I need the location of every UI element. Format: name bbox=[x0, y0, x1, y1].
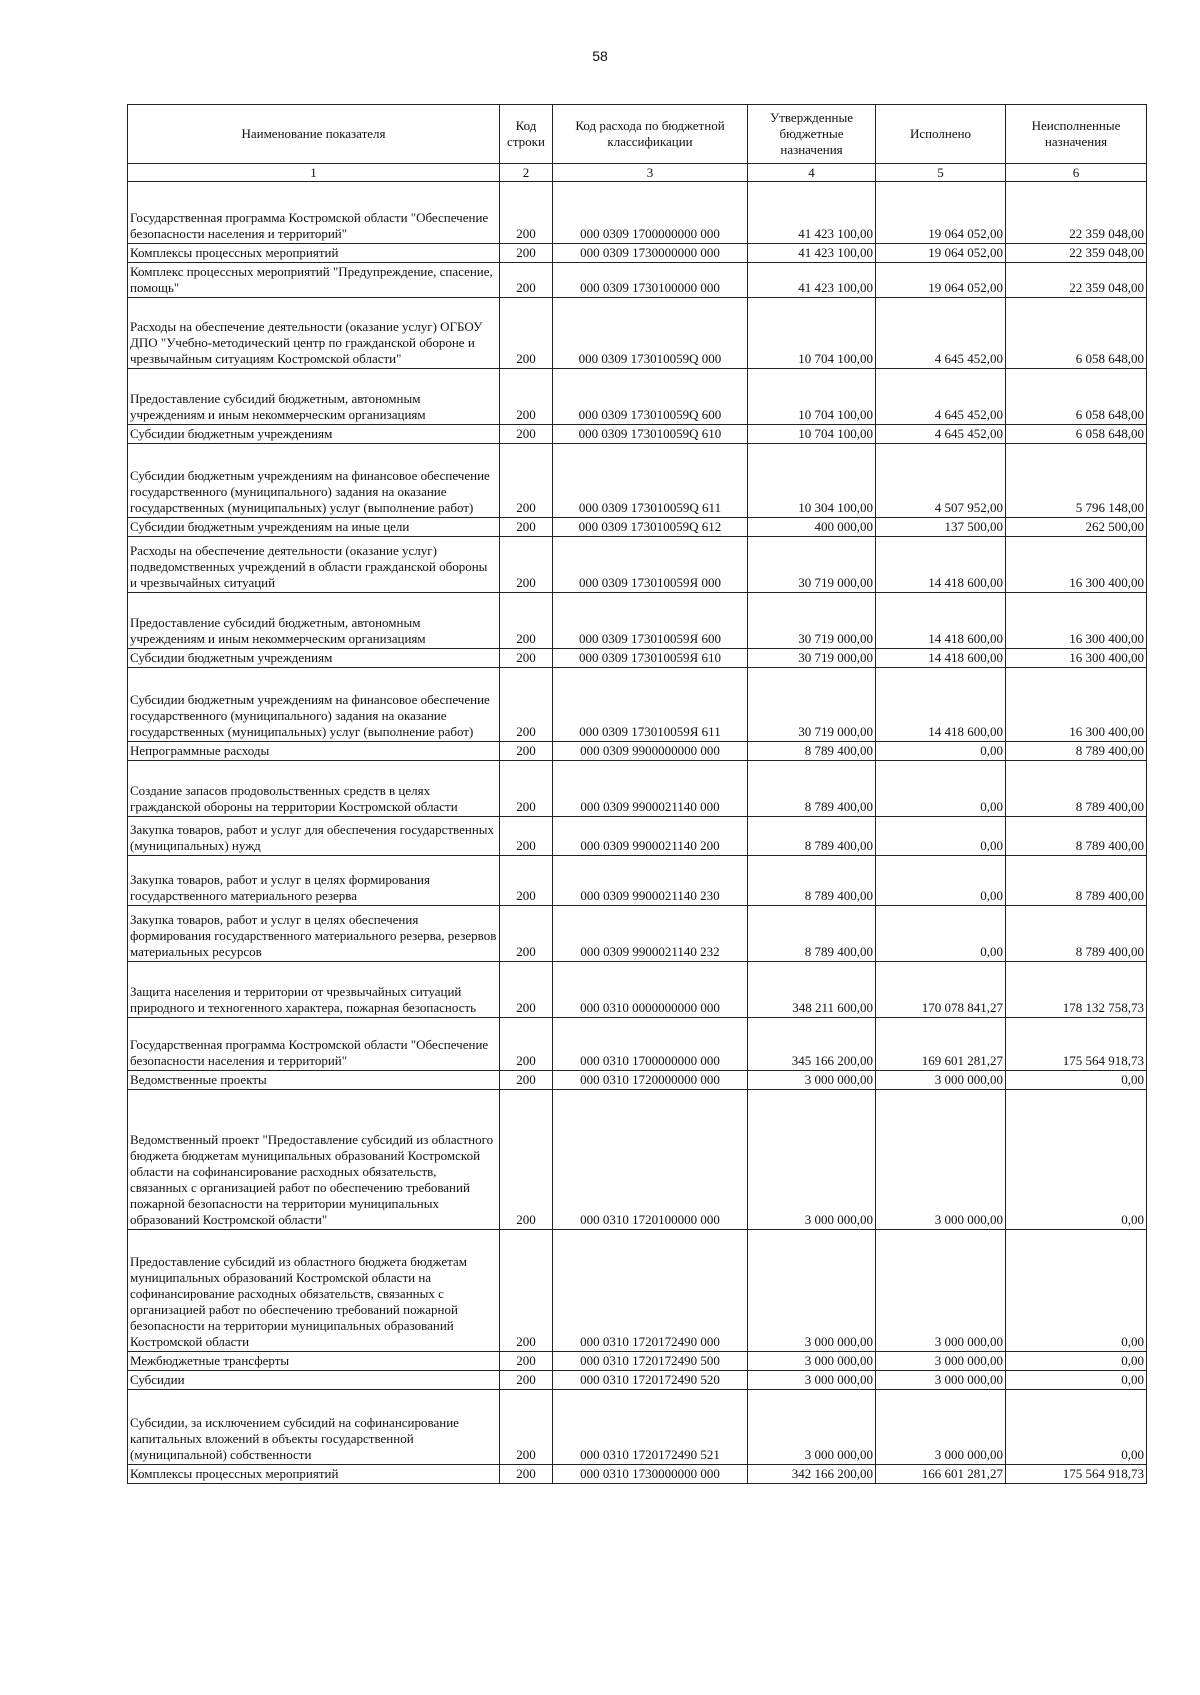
executed-amount: 14 418 600,00 bbox=[876, 537, 1006, 593]
approved-amount: 8 789 400,00 bbox=[748, 906, 876, 962]
table-row bbox=[128, 444, 1147, 518]
line-code: 200 bbox=[500, 1465, 553, 1484]
line-code: 200 bbox=[500, 1352, 553, 1371]
line-code: 200 bbox=[500, 369, 553, 425]
expense-code: 000 0310 1720172490 500 bbox=[553, 1352, 748, 1371]
line-code: 200 bbox=[500, 244, 553, 263]
table-row bbox=[128, 537, 1147, 593]
table-row bbox=[128, 668, 1147, 742]
expense-code: 000 0309 173010059Q 612 bbox=[553, 518, 748, 537]
line-code: 200 bbox=[500, 593, 553, 649]
unexecuted-amount: 8 789 400,00 bbox=[1006, 856, 1147, 906]
approved-amount: 3 000 000,00 bbox=[748, 1230, 876, 1352]
indicator-name: Комплексы процессных мероприятий bbox=[128, 1465, 500, 1484]
table-row bbox=[128, 649, 1147, 668]
approved-amount: 400 000,00 bbox=[748, 518, 876, 537]
indicator-name: Ведомственные проекты bbox=[128, 1071, 500, 1090]
header-line-code: Код строки bbox=[500, 105, 553, 164]
executed-amount: 0,00 bbox=[876, 761, 1006, 817]
unexecuted-amount: 0,00 bbox=[1006, 1371, 1147, 1390]
table-row bbox=[128, 369, 1147, 425]
unexecuted-amount: 262 500,00 bbox=[1006, 518, 1147, 537]
executed-amount: 0,00 bbox=[876, 817, 1006, 856]
approved-amount: 8 789 400,00 bbox=[748, 742, 876, 761]
expense-code: 000 0310 1720172490 521 bbox=[553, 1390, 748, 1465]
expense-code: 000 0309 1730000000 000 bbox=[553, 244, 748, 263]
executed-amount: 19 064 052,00 bbox=[876, 182, 1006, 244]
table-row bbox=[128, 817, 1147, 856]
indicator-name: Субсидии бюджетным учреждениям на финансовое обеспечение государственного (муниципального) задания на оказание государственных (муниципальных) услуг (выполнение работ) bbox=[128, 668, 500, 742]
approved-amount: 345 166 200,00 bbox=[748, 1018, 876, 1071]
executed-amount: 3 000 000,00 bbox=[876, 1390, 1006, 1465]
line-code: 200 bbox=[500, 1371, 553, 1390]
executed-amount: 4 507 952,00 bbox=[876, 444, 1006, 518]
expense-code: 000 0309 173010059Q 611 bbox=[553, 444, 748, 518]
table-row bbox=[128, 1390, 1147, 1465]
line-code: 200 bbox=[500, 1390, 553, 1465]
unexecuted-amount: 22 359 048,00 bbox=[1006, 182, 1147, 244]
column-number: 5 bbox=[876, 164, 1006, 182]
approved-amount: 3 000 000,00 bbox=[748, 1071, 876, 1090]
table-row bbox=[128, 742, 1147, 761]
indicator-name: Субсидии bbox=[128, 1371, 500, 1390]
table-row bbox=[128, 244, 1147, 263]
header-row bbox=[128, 105, 1147, 164]
line-code: 200 bbox=[500, 298, 553, 369]
expense-code: 000 0309 173010059Я 000 bbox=[553, 537, 748, 593]
approved-amount: 10 704 100,00 bbox=[748, 369, 876, 425]
approved-amount: 10 704 100,00 bbox=[748, 298, 876, 369]
unexecuted-amount: 175 564 918,73 bbox=[1006, 1018, 1147, 1071]
header-unexecuted: Неисполненные назначения bbox=[1006, 105, 1147, 164]
column-number: 2 bbox=[500, 164, 553, 182]
executed-amount: 3 000 000,00 bbox=[876, 1090, 1006, 1230]
indicator-name: Субсидии бюджетным учреждениям bbox=[128, 649, 500, 668]
line-code: 200 bbox=[500, 962, 553, 1018]
unexecuted-amount: 0,00 bbox=[1006, 1090, 1147, 1230]
table-row bbox=[128, 263, 1147, 298]
unexecuted-amount: 8 789 400,00 bbox=[1006, 761, 1147, 817]
unexecuted-amount: 0,00 bbox=[1006, 1352, 1147, 1371]
approved-amount: 3 000 000,00 bbox=[748, 1352, 876, 1371]
executed-amount: 4 645 452,00 bbox=[876, 425, 1006, 444]
expense-code: 000 0309 173010059Q 000 bbox=[553, 298, 748, 369]
line-code: 200 bbox=[500, 1230, 553, 1352]
executed-amount: 3 000 000,00 bbox=[876, 1230, 1006, 1352]
executed-amount: 14 418 600,00 bbox=[876, 668, 1006, 742]
unexecuted-amount: 6 058 648,00 bbox=[1006, 369, 1147, 425]
expense-code: 000 0309 173010059Q 600 bbox=[553, 369, 748, 425]
indicator-name: Государственная программа Костромской области "Обеспечение безопасности населения и территорий" bbox=[128, 1018, 500, 1071]
executed-amount: 3 000 000,00 bbox=[876, 1352, 1006, 1371]
executed-amount: 19 064 052,00 bbox=[876, 263, 1006, 298]
indicator-name: Ведомственный проект "Предоставление субсидий из областного бюджета бюджетам муниципальных образований Костромской области на софинансирование расходных обязательств, связанных с организацией работ по обеспечению требований пожарной безопасности на территории муниципальных образований Костромской области" bbox=[128, 1090, 500, 1230]
table-row bbox=[128, 298, 1147, 369]
column-number: 1 bbox=[128, 164, 500, 182]
executed-amount: 169 601 281,27 bbox=[876, 1018, 1006, 1071]
unexecuted-amount: 16 300 400,00 bbox=[1006, 537, 1147, 593]
approved-amount: 10 304 100,00 bbox=[748, 444, 876, 518]
table-body bbox=[128, 182, 1147, 1484]
executed-amount: 4 645 452,00 bbox=[876, 369, 1006, 425]
unexecuted-amount: 8 789 400,00 bbox=[1006, 742, 1147, 761]
indicator-name: Субсидии бюджетным учреждениям на иные цели bbox=[128, 518, 500, 537]
line-code: 200 bbox=[500, 856, 553, 906]
approved-amount: 3 000 000,00 bbox=[748, 1371, 876, 1390]
table-row bbox=[128, 182, 1147, 244]
executed-amount: 166 601 281,27 bbox=[876, 1465, 1006, 1484]
approved-amount: 348 211 600,00 bbox=[748, 962, 876, 1018]
approved-amount: 30 719 000,00 bbox=[748, 668, 876, 742]
indicator-name: Расходы на обеспечение деятельности (оказание услуг) подведомственных учреждений в области гражданской обороны и чрезвычайных ситуаций bbox=[128, 537, 500, 593]
table-row bbox=[128, 1352, 1147, 1371]
indicator-name: Комплексы процессных мероприятий bbox=[128, 244, 500, 263]
line-code: 200 bbox=[500, 906, 553, 962]
executed-amount: 3 000 000,00 bbox=[876, 1071, 1006, 1090]
table-row bbox=[128, 593, 1147, 649]
approved-amount: 10 704 100,00 bbox=[748, 425, 876, 444]
indicator-name: Субсидии, за исключением субсидий на софинансирование капитальных вложений в объекты государственной (муниципальной) собственности bbox=[128, 1390, 500, 1465]
table-row bbox=[128, 1090, 1147, 1230]
unexecuted-amount: 22 359 048,00 bbox=[1006, 263, 1147, 298]
table-row bbox=[128, 962, 1147, 1018]
approved-amount: 41 423 100,00 bbox=[748, 244, 876, 263]
header-expense-code: Код расхода по бюджетной классификации bbox=[553, 105, 748, 164]
line-code: 200 bbox=[500, 518, 553, 537]
approved-amount: 8 789 400,00 bbox=[748, 817, 876, 856]
table-row bbox=[128, 856, 1147, 906]
line-code: 200 bbox=[500, 182, 553, 244]
line-code: 200 bbox=[500, 1071, 553, 1090]
header-indicator-name: Наименование показателя bbox=[128, 105, 500, 164]
indicator-name: Межбюджетные трансферты bbox=[128, 1352, 500, 1371]
line-code: 200 bbox=[500, 1090, 553, 1230]
expense-code: 000 0310 1720000000 000 bbox=[553, 1071, 748, 1090]
unexecuted-amount: 22 359 048,00 bbox=[1006, 244, 1147, 263]
indicator-name: Предоставление субсидий бюджетным, автономным учреждениям и иным некоммерческим организациям bbox=[128, 369, 500, 425]
table-row bbox=[128, 1018, 1147, 1071]
indicator-name: Закупка товаров, работ и услуг для обеспечения государственных (муниципальных) нужд bbox=[128, 817, 500, 856]
table-row bbox=[128, 1230, 1147, 1352]
expense-code: 000 0310 1700000000 000 bbox=[553, 1018, 748, 1071]
line-code: 200 bbox=[500, 742, 553, 761]
line-code: 200 bbox=[500, 444, 553, 518]
line-code: 200 bbox=[500, 263, 553, 298]
column-number: 4 bbox=[748, 164, 876, 182]
approved-amount: 3 000 000,00 bbox=[748, 1090, 876, 1230]
executed-amount: 0,00 bbox=[876, 742, 1006, 761]
line-code: 200 bbox=[500, 425, 553, 444]
unexecuted-amount: 5 796 148,00 bbox=[1006, 444, 1147, 518]
expense-code: 000 0309 9900021140 200 bbox=[553, 817, 748, 856]
indicator-name: Расходы на обеспечение деятельности (оказание услуг) ОГБОУ ДПО "Учебно-методический центр по гражданской обороне и чрезвычайным ситуациям Костромской области" bbox=[128, 298, 500, 369]
table-row bbox=[128, 1371, 1147, 1390]
executed-amount: 3 000 000,00 bbox=[876, 1371, 1006, 1390]
indicator-name: Защита населения и территории от чрезвычайных ситуаций природного и техногенного характера, пожарная безопасность bbox=[128, 962, 500, 1018]
indicator-name: Непрограммные расходы bbox=[128, 742, 500, 761]
table-row bbox=[128, 761, 1147, 817]
expense-code: 000 0309 9900000000 000 bbox=[553, 742, 748, 761]
expense-code: 000 0310 1720172490 000 bbox=[553, 1230, 748, 1352]
unexecuted-amount: 6 058 648,00 bbox=[1006, 298, 1147, 369]
expense-code: 000 0309 9900021140 000 bbox=[553, 761, 748, 817]
column-number: 6 bbox=[1006, 164, 1147, 182]
expense-code: 000 0309 9900021140 232 bbox=[553, 906, 748, 962]
executed-amount: 14 418 600,00 bbox=[876, 593, 1006, 649]
unexecuted-amount: 0,00 bbox=[1006, 1230, 1147, 1352]
unexecuted-amount: 16 300 400,00 bbox=[1006, 649, 1147, 668]
indicator-name: Субсидии бюджетным учреждениям bbox=[128, 425, 500, 444]
unexecuted-amount: 0,00 bbox=[1006, 1071, 1147, 1090]
page-number: 58 bbox=[592, 48, 608, 64]
line-code: 200 bbox=[500, 817, 553, 856]
indicator-name: Предоставление субсидий из областного бюджета бюджетам муниципальных образований Костромской области на софинансирование расходных обязательств, связанных с организацией работ по обеспечению требований пожарной безопасности на территории муниципальных образований Костромской области bbox=[128, 1230, 500, 1352]
header-approved: Утвержденные бюджетные назначения bbox=[748, 105, 876, 164]
column-number-row bbox=[128, 164, 1147, 182]
approved-amount: 30 719 000,00 bbox=[748, 593, 876, 649]
table-row bbox=[128, 518, 1147, 537]
expense-code: 000 0309 9900021140 230 bbox=[553, 856, 748, 906]
indicator-name: Государственная программа Костромской области "Обеспечение безопасности населения и территорий" bbox=[128, 182, 500, 244]
expense-code: 000 0310 1720100000 000 bbox=[553, 1090, 748, 1230]
expense-code: 000 0309 173010059Я 600 bbox=[553, 593, 748, 649]
table-row bbox=[128, 425, 1147, 444]
unexecuted-amount: 16 300 400,00 bbox=[1006, 593, 1147, 649]
executed-amount: 4 645 452,00 bbox=[876, 298, 1006, 369]
budget-execution-table bbox=[127, 104, 1147, 1484]
approved-amount: 30 719 000,00 bbox=[748, 537, 876, 593]
approved-amount: 3 000 000,00 bbox=[748, 1390, 876, 1465]
line-code: 200 bbox=[500, 537, 553, 593]
line-code: 200 bbox=[500, 668, 553, 742]
line-code: 200 bbox=[500, 761, 553, 817]
approved-amount: 342 166 200,00 bbox=[748, 1465, 876, 1484]
unexecuted-amount: 6 058 648,00 bbox=[1006, 425, 1147, 444]
approved-amount: 41 423 100,00 bbox=[748, 182, 876, 244]
unexecuted-amount: 8 789 400,00 bbox=[1006, 906, 1147, 962]
executed-amount: 0,00 bbox=[876, 906, 1006, 962]
executed-amount: 14 418 600,00 bbox=[876, 649, 1006, 668]
unexecuted-amount: 178 132 758,73 bbox=[1006, 962, 1147, 1018]
expense-code: 000 0309 173010059Q 610 bbox=[553, 425, 748, 444]
indicator-name: Комплекс процессных мероприятий "Предупреждение, спасение, помощь" bbox=[128, 263, 500, 298]
expense-code: 000 0310 1730000000 000 bbox=[553, 1465, 748, 1484]
approved-amount: 8 789 400,00 bbox=[748, 856, 876, 906]
unexecuted-amount: 16 300 400,00 bbox=[1006, 668, 1147, 742]
header-executed: Исполнено bbox=[876, 105, 1006, 164]
executed-amount: 0,00 bbox=[876, 856, 1006, 906]
executed-amount: 170 078 841,27 bbox=[876, 962, 1006, 1018]
indicator-name: Закупка товаров, работ и услуг в целях формирования государственного материального резерва bbox=[128, 856, 500, 906]
unexecuted-amount: 0,00 bbox=[1006, 1390, 1147, 1465]
expense-code: 000 0309 173010059Я 610 bbox=[553, 649, 748, 668]
line-code: 200 bbox=[500, 1018, 553, 1071]
approved-amount: 41 423 100,00 bbox=[748, 263, 876, 298]
indicator-name: Закупка товаров, работ и услуг в целях обеспечения формирования государственного материального резерва, резервов материальных ресурсов bbox=[128, 906, 500, 962]
unexecuted-amount: 175 564 918,73 bbox=[1006, 1465, 1147, 1484]
expense-code: 000 0310 0000000000 000 bbox=[553, 962, 748, 1018]
executed-amount: 137 500,00 bbox=[876, 518, 1006, 537]
table-row bbox=[128, 906, 1147, 962]
indicator-name: Субсидии бюджетным учреждениям на финансовое обеспечение государственного (муниципального) задания на оказание государственных (муниципальных) услуг (выполнение работ) bbox=[128, 444, 500, 518]
expense-code: 000 0309 1730100000 000 bbox=[553, 263, 748, 298]
executed-amount: 19 064 052,00 bbox=[876, 244, 1006, 263]
line-code: 200 bbox=[500, 649, 553, 668]
expense-code: 000 0309 173010059Я 611 bbox=[553, 668, 748, 742]
approved-amount: 8 789 400,00 bbox=[748, 761, 876, 817]
expense-code: 000 0309 1700000000 000 bbox=[553, 182, 748, 244]
expense-code: 000 0310 1720172490 520 bbox=[553, 1371, 748, 1390]
unexecuted-amount: 8 789 400,00 bbox=[1006, 817, 1147, 856]
indicator-name: Предоставление субсидий бюджетным, автономным учреждениям и иным некоммерческим организациям bbox=[128, 593, 500, 649]
approved-amount: 30 719 000,00 bbox=[748, 649, 876, 668]
table-row bbox=[128, 1465, 1147, 1484]
indicator-name: Создание запасов продовольственных средств в целях гражданской обороны на территории Костромской области bbox=[128, 761, 500, 817]
column-number: 3 bbox=[553, 164, 748, 182]
table-row bbox=[128, 1071, 1147, 1090]
